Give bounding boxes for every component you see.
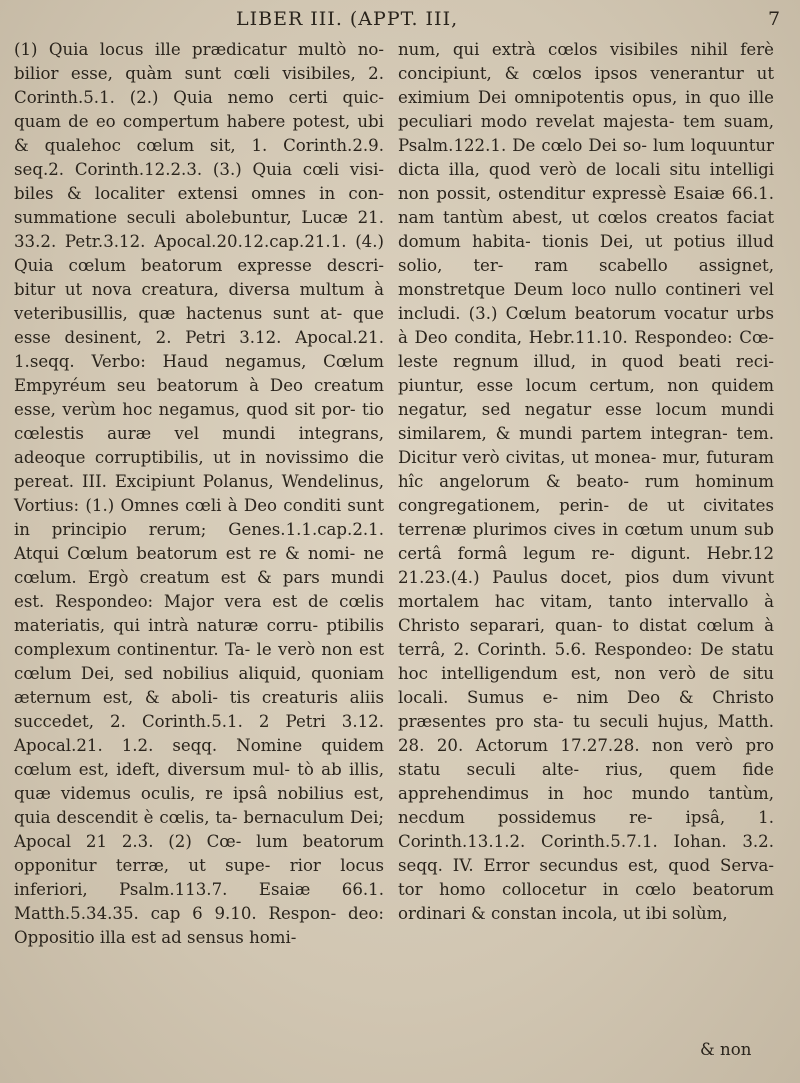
running-header xyxy=(0,2,800,32)
right-column xyxy=(398,38,774,926)
running-title: LIBER III. (APPT. III, xyxy=(236,8,459,30)
page-number: 7 xyxy=(768,8,782,30)
left-column xyxy=(14,38,384,950)
catchword: & non xyxy=(700,1040,752,1059)
right-column-text: num, qui extrà cœlos visibiles nihil ferè concipiunt, & cœlos ipsos venerantur ut eximium Dei omnipotentis opus, in quo ille peculiari modo revelat majesta- tem suam, Psalm.122.1. De cœlo Dei so- lum loquuntur dicta illa, quod verò de locali situ intelligi non possit, ostenditur expressè Esaiæ 66.1. nam tantùm abest, ut cœlos creatos faciat domum habita- tionis Dei, ut potius illud solio, ter- ram scabello assignet, monstretque Deum loco nullo contineri vel includi. (3.) Cœlum beatorum vocatur urbs à Deo condita, Hebr.11.10. Respondeo: Cœ- leste regnum illud, in quod beati reci- piuntur, esse locum certum, non quidem negatur, sed negatur esse locum mundi similarem, & mundi partem integran- tem. Dicitur verò civitas, ut monea- mur, futuram hîc angelorum & beato- rum hominum congregationem, perin- de ut civitates terrenæ plurimos cives in cœtum unum sub certâ formâ legum re- digunt. Hebr.12 21.23.(4.) Paulus docet, pios dum vivunt mortalem hac vitam, tanto intervallo à Christo separari, quan- to distat cœlum à terrâ, 2. Corinth. 5.6. Respondeo: De statu hoc intelligendum est, non verò de situ locali. Sumus e- nim Deo & Christo præsentes pro sta- tu seculi hujus, Matth. 28. 20. Actorum 17.27.28. non verò pro statu seculi alte- rius, quem fide apprehendimus in hoc mundo tantùm, necdum possidemus re- ipsâ, 1. Corinth.13.1.2. Corinth.5.7.1. Iohan. 3.2. seqq. IV. Error secundus est, quod Serva- tor homo collocetur in cœlo beatorum ordinari & constan incola, ut ibi solùm, xyxy=(398,40,774,923)
left-column-text: (1) Quia locus ille prædicatur multò no- bilior esse, quàm sunt cœli visibiles, 2. Corinth.5.1. (2.) Quia nemo certi quic- quam de eo compertum habere potest, ubi & qualehoc cœlum sit, 1. Corinth.2.9. seq.2. Corinth.12.2.3. (3.) Quia cœli visi- biles & localiter extensi omnes in con- summatione seculi abolebuntur, Lucæ 21. 33.2. Petr.3.12. Apocal.20.12.cap.21.1. (4.) Quia cœlum beatorum expresse descri- bitur ut nova creatura, diversa multum à veteribusillis, quæ hactenus sunt at- que esse desinent, 2. Petri 3.12. Apocal.21. 1.seqq. Verbo: Haud negamus, Cœlum Empyréum seu beatorum à Deo creatum esse, verùm hoc negamus, quod sit por- tio cœlestis auræ vel mundi integrans, adeoque corruptibilis, ut in novissimo die pereat. III. Excipiunt Polanus, Wendelinus, Vortius: (1.) Omnes cœli à Deo conditi sunt in principio rerum; Genes.1.1.cap.2.1. Atqui Cœlum beatorum est re & nomi- ne cœlum. Ergò creatum est & pars mundi est. Respondeo: Major vera est de cœlis materiatis, qui intrà naturæ corru- ptibilis complexum continentur. Ta- le verò non est cœlum Dei, sed nobilius aliquid, quoniam æternum est, & aboli- tis creaturis aliis succedet, 2. Corinth.5.1. 2 Petri 3.12. Apocal.21. 1.2. seqq. Nomine quidem cœlum est, ideft, diversum mul- tò ab illis, quæ videmus oculis, re ipsâ nobilius est, quia descendit è cœlis, ta- bernaculum Dei; Apocal 21 2.3. (2) Cœ- lum beatorum opponitur terræ, ut supe- rior locus inferiori, Psalm.113.7. Esaiæ 66.1. Matth.5.34.35. cap 6 9.10. Respon- deo: Oppositio illa est ad sensus homi- xyxy=(14,40,384,947)
